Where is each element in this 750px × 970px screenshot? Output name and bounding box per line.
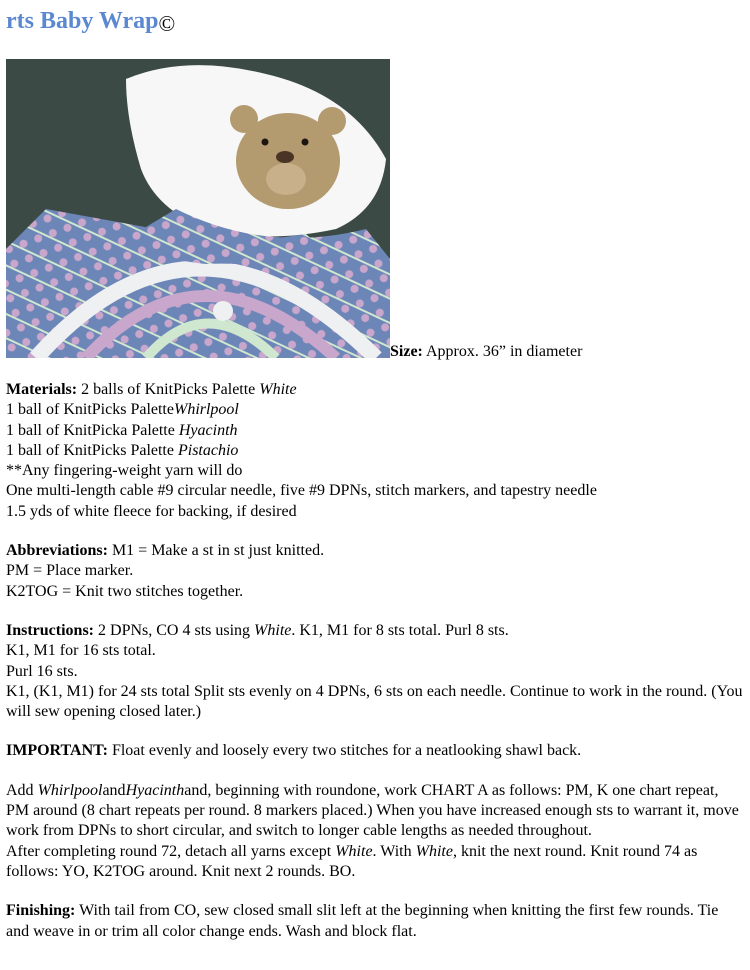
important-label: IMPORTANT:: [6, 742, 108, 760]
chart-section: [6, 781, 744, 882]
materials-line: **Any fingering-weight yarn will do: [6, 462, 243, 480]
abbreviation-line: [6, 541, 744, 561]
abbreviation-line: K2TOG = Knit two stitches together.: [6, 582, 244, 600]
chart-text: After completing round 72, detach all yarns except: [6, 842, 336, 860]
materials-line: [6, 380, 744, 400]
materials-text: 2 balls of KnitPicks Palette: [77, 381, 260, 398]
chart-text: . With: [372, 842, 416, 860]
instruction-line: K1, M1 for 16 sts total.: [6, 642, 156, 660]
materials-label: Materials:: [6, 381, 78, 398]
bear-eye: [262, 139, 269, 146]
materials-line: [6, 421, 744, 441]
bear-eye: [302, 139, 309, 146]
instructions-label: Instructions:: [6, 621, 95, 639]
finishing-line: [6, 901, 744, 942]
yarn-color: White: [259, 381, 297, 398]
materials-section: [6, 380, 744, 522]
instruction-line: Purl 16 sts.: [6, 662, 78, 680]
chart-paragraph: [6, 842, 744, 883]
instruction-text: 2 DPNs, CO 4 sts using: [94, 621, 255, 639]
yarn-color: Hyacinth: [125, 781, 185, 799]
yarn-color: White: [335, 842, 373, 860]
important-section: [6, 741, 744, 761]
instruction-line: K1, (K1, M1) for 24 sts total Split sts evenly on 4 DPNs, 6 sts on each needle. Continue to work in the round. (You will sew opening closed later.): [6, 682, 743, 721]
chart-text: , knit the next round. Knit round 74 as follows: YO, K2TOG around. Knit next 2 rounds. BO.: [6, 842, 698, 880]
materials-line: 1.5 yds of white fleece for backing, if desired: [6, 502, 297, 520]
yarn-color: Whirlpool: [37, 781, 103, 799]
photo-row: [6, 59, 744, 359]
yarn-color: Pistachio: [177, 441, 239, 459]
chart-text: and, beginning with roundone, work CHART A as follows: PM, K one chart repeat, PM around (8 chart repeats per round. 8 markers placed.) When you have increased enough sts to warrant it, move work from DPNs to short circular, and switch to longer cable lengths as needed throughout.: [6, 781, 739, 840]
abbreviation-text: M1 = Make a st in st just knitted.: [107, 542, 325, 560]
bear-nose: [276, 151, 294, 163]
copyright-symbol: ©: [158, 11, 176, 36]
abbreviations-label: Abbreviations:: [6, 542, 108, 560]
photo-illustration: [6, 59, 390, 358]
page-title: [6, 6, 744, 40]
abbreviations-section: [6, 541, 744, 602]
abbreviation-line: PM = Place marker.: [6, 562, 134, 580]
important-line: [6, 741, 744, 761]
yarn-color: Whirlpool: [173, 401, 239, 419]
materials-text: 1 ball of KnitPicks Palette: [6, 441, 178, 459]
important-text: Float evenly and loosely every two stitches for a neatlooking shawl back.: [107, 742, 582, 760]
instructions-section: [6, 621, 744, 722]
finishing-text: With tail from CO, sew closed small slit left at the beginning when knitting the first few rounds. Tie and weave in or trim all color change ends. Wash and block flat.: [6, 902, 719, 940]
yarn-color: White: [254, 621, 292, 639]
materials-line: [6, 400, 744, 420]
document-page: [6, 0, 744, 942]
bear-muzzle: [266, 163, 306, 195]
materials-line: [6, 441, 744, 461]
title-text: rts Baby Wrap: [6, 8, 159, 34]
instruction-line: [6, 621, 744, 641]
materials-text: 1 ball of KnitPicks Palette: [6, 401, 174, 419]
materials-line: One multi-length cable #9 circular needle, five #9 DPNs, stitch markers, and tapestry needle: [6, 482, 597, 500]
instruction-text: . K1, M1 for 8 sts total. Purl 8 sts.: [291, 621, 509, 639]
size-value: Approx. 36” in diameter: [422, 343, 583, 360]
photo-bear-in-blanket: [6, 59, 390, 358]
blanket-center: [213, 301, 233, 321]
materials-text: 1 ball of KnitPicka Palette: [6, 421, 179, 439]
chart-text: Add: [6, 781, 38, 799]
finishing-section: [6, 901, 744, 942]
finishing-label: Finishing:: [6, 902, 76, 920]
size-label: Size:: [390, 343, 423, 360]
yarn-color: White: [415, 842, 453, 860]
chart-paragraph: [6, 781, 744, 842]
chart-text: and: [102, 781, 126, 799]
size-line: [390, 342, 582, 362]
yarn-color: Hyacinth: [178, 421, 238, 439]
